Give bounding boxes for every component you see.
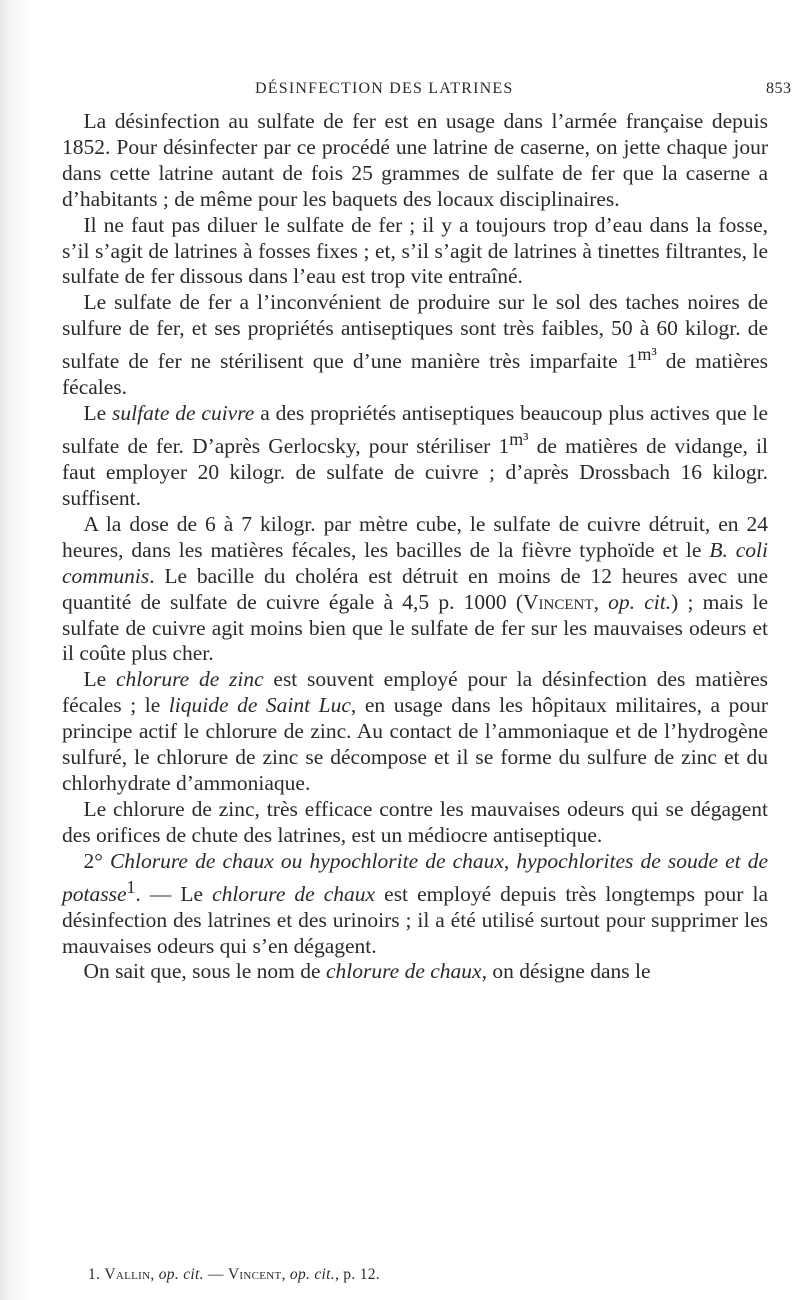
- paragraph: [62, 849, 768, 960]
- italic-text: liquide de Saint Luc: [168, 693, 351, 718]
- author-name: Vincent: [227, 1266, 282, 1283]
- text-run: Le chlorure de zinc, très efficace contre les mauvaises odeurs qui se dégagent des orifices de chute des latrines, est un médiocre antiseptique.: [62, 796, 768, 847]
- text-run: de matières de vidange, il faut employer 20 kilogr. de sulfate de cuivre ; d’après Drossbach 16 kilogr. suffisent.: [62, 434, 769, 510]
- text-run: ,: [593, 589, 609, 614]
- italic-text: chlorure de chaux: [212, 881, 376, 906]
- text-run: est souvent employé pour la désinfection des matières fécales ; le: [62, 667, 768, 718]
- text-run: La désinfection au sulfate de fer est en usage dans l’armée française depuis 1852. Pour désinfecter par ce procédé une latrine de caserne, on jette chaque jour dans cette latrine autant de fois 25 grammes de sulfate de fer que la caserne a d’habitants ; de même pour les baquets des locaux disciplinaires.: [62, 109, 768, 211]
- italic-text: op. cit.: [289, 1266, 335, 1283]
- text-run: 1.: [88, 1266, 105, 1283]
- italic-text: chlorure de zinc: [115, 667, 264, 692]
- text-run: est employé depuis très longtemps pour la désinfection des latrines et des urinoirs ; il a été utilisé surtout pour supprimer les mauvaises odeurs qui s’en dégagent.: [62, 881, 768, 958]
- italic-text: Chlorure de chaux ou hypochlorite de chaux: [109, 848, 504, 873]
- text-run: ,: [150, 1266, 159, 1283]
- paragraph: [62, 959, 768, 985]
- paragraph: [62, 797, 768, 849]
- superscript: 1: [126, 876, 136, 897]
- text-run: . — Le: [135, 881, 213, 906]
- text-run: ,: [281, 1266, 290, 1283]
- running-header: [0, 80, 800, 104]
- paragraph: [62, 401, 768, 512]
- text-run: , p. 12.: [334, 1266, 380, 1283]
- text-run: Le: [83, 667, 116, 692]
- italic-text: op. cit.: [158, 1266, 204, 1283]
- text-run: a des propriétés antiseptiques beaucoup plus actives que le sulfate de fer. D’après Gerlocsky, pour stériliser 1: [62, 401, 768, 459]
- footnote: [88, 1266, 380, 1284]
- author-name: Vincent: [523, 589, 594, 614]
- text-run: , en usage dans les hôpitaux militaires, a pour principe actif le chlorure de zinc. Au contact de l’ammoniaque et de l’hydrogène sulfuré, le chlorure de zinc se décompose et il se forme du sulfure de zinc et du chlorhydrate d’ammoniaque.: [62, 693, 768, 795]
- text-run: —: [203, 1266, 228, 1283]
- running-title: DÉSINFECTION DES LATRINES: [255, 80, 514, 97]
- text-run: . Le bacille du choléra est détruit en moins de 12 heures avec une quantité de sulfate de cuivre égale à 4,5 p. 1000 (: [62, 563, 768, 614]
- text-run: ) ; mais le sulfate de cuivre agit moins bien que le sulfate de fer sur les mauvaises odeurs et il coûte plus cher.: [62, 589, 768, 666]
- italic-text: hypochlorites de soude et de potasse: [62, 848, 769, 906]
- paragraph: [62, 667, 768, 797]
- superscript: m³: [509, 429, 529, 450]
- text-run: Le sulfate de fer a l’inconvénient de produire sur le sol des taches noires de sulfure de fer, et ses propriétés antiseptiques sont très faibles, 50 à 60 kilogr. de sulfate de fer ne stérilisent que d’une manière très imparfaite 1: [62, 290, 768, 374]
- page-edge-shadow: [0, 0, 30, 1300]
- text-run: 2°: [83, 848, 110, 873]
- author-name: Vallin: [104, 1266, 151, 1283]
- text-run: On sait que, sous le nom de: [83, 959, 326, 984]
- body-text: [62, 109, 768, 985]
- text-run: A la dose de 6 à 7 kilogr. par mètre cube, le sulfate de cuivre détruit, en 24 heures, dans les matières fécales, les bacilles de la fièvre typhoïde et le: [62, 511, 768, 562]
- italic-text: sulfate de cuivre: [112, 401, 255, 426]
- paragraph: [62, 109, 768, 213]
- page-number: 853: [766, 80, 792, 97]
- paragraph: [62, 512, 768, 667]
- italic-text: B. coli communis: [62, 537, 768, 588]
- text-run: , on désigne dans le: [481, 959, 651, 984]
- italic-text: op. cit.: [608, 589, 672, 614]
- text-run: de matières fécales.: [62, 349, 768, 400]
- text-run: ,: [503, 848, 517, 873]
- paragraph: [62, 213, 768, 291]
- text-run: Il ne faut pas diluer le sulfate de fer ; il y a toujours trop d’eau dans la fosse, s’il s’agit de latrines à fosses fixes ; et, s’il s’agit de latrines à tinettes filtrantes, le sulfate de fer dissous dans l’eau est trop vite entraîné.: [62, 212, 768, 289]
- superscript: m³: [637, 344, 657, 365]
- text-run: Le: [83, 401, 113, 426]
- italic-text: chlorure de chaux: [325, 959, 482, 984]
- paragraph: [62, 290, 768, 401]
